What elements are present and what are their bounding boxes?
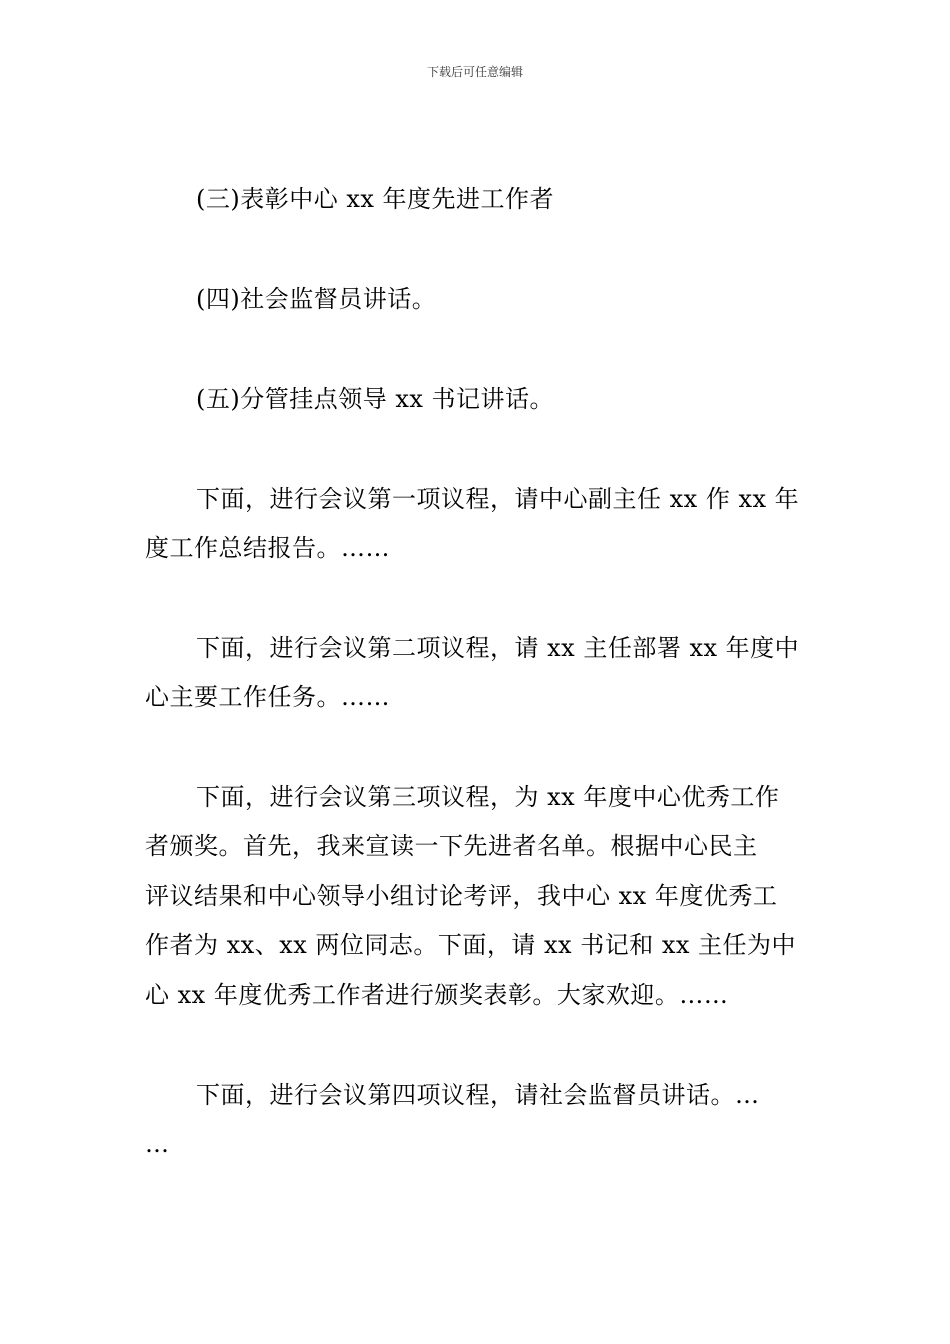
paragraph-3-line-4: 作者为 xx、xx 两位同志。下面，请 xx 书记和 xx 主任为中 bbox=[145, 931, 797, 959]
paragraph-1-line-2: 度工作总结报告。…… bbox=[145, 534, 390, 562]
paragraph-2-line-2: 心主要工作任务。…… bbox=[145, 683, 390, 711]
agenda-item-3: (三)表彰中心 xx 年度先进工作者 bbox=[196, 185, 555, 213]
paragraph-2-line-1: 下面，进行会议第二项议程，请 xx 主任部署 xx 年度中 bbox=[196, 634, 800, 662]
paragraph-3-line-2: 者颁奖。首先，我来宣读一下先进者名单。根据中心民主 bbox=[145, 832, 758, 860]
paragraph-3-line-3: 评议结果和中心领导小组讨论考评，我中心 xx 年度优秀工 bbox=[145, 882, 778, 910]
page-header: 下载后可任意编辑 bbox=[426, 65, 523, 79]
paragraph-3-line-5: 心 xx 年度优秀工作者进行颁奖表彰。大家欢迎。…… bbox=[145, 981, 729, 1009]
agenda-item-5: (五)分管挂点领导 xx 书记讲话。 bbox=[196, 385, 555, 413]
paragraph-4-line-2: … bbox=[145, 1130, 170, 1158]
paragraph-1-line-1: 下面，进行会议第一项议程，请中心副主任 xx 作 xx 年 bbox=[196, 485, 800, 513]
paragraph-3-line-1: 下面，进行会议第三项议程，为 xx 年度中心优秀工作 bbox=[196, 783, 780, 811]
paragraph-4-line-1: 下面，进行会议第四项议程，请社会监督员讲话。… bbox=[196, 1081, 760, 1109]
agenda-item-4: (四)社会监督员讲话。 bbox=[196, 285, 437, 313]
